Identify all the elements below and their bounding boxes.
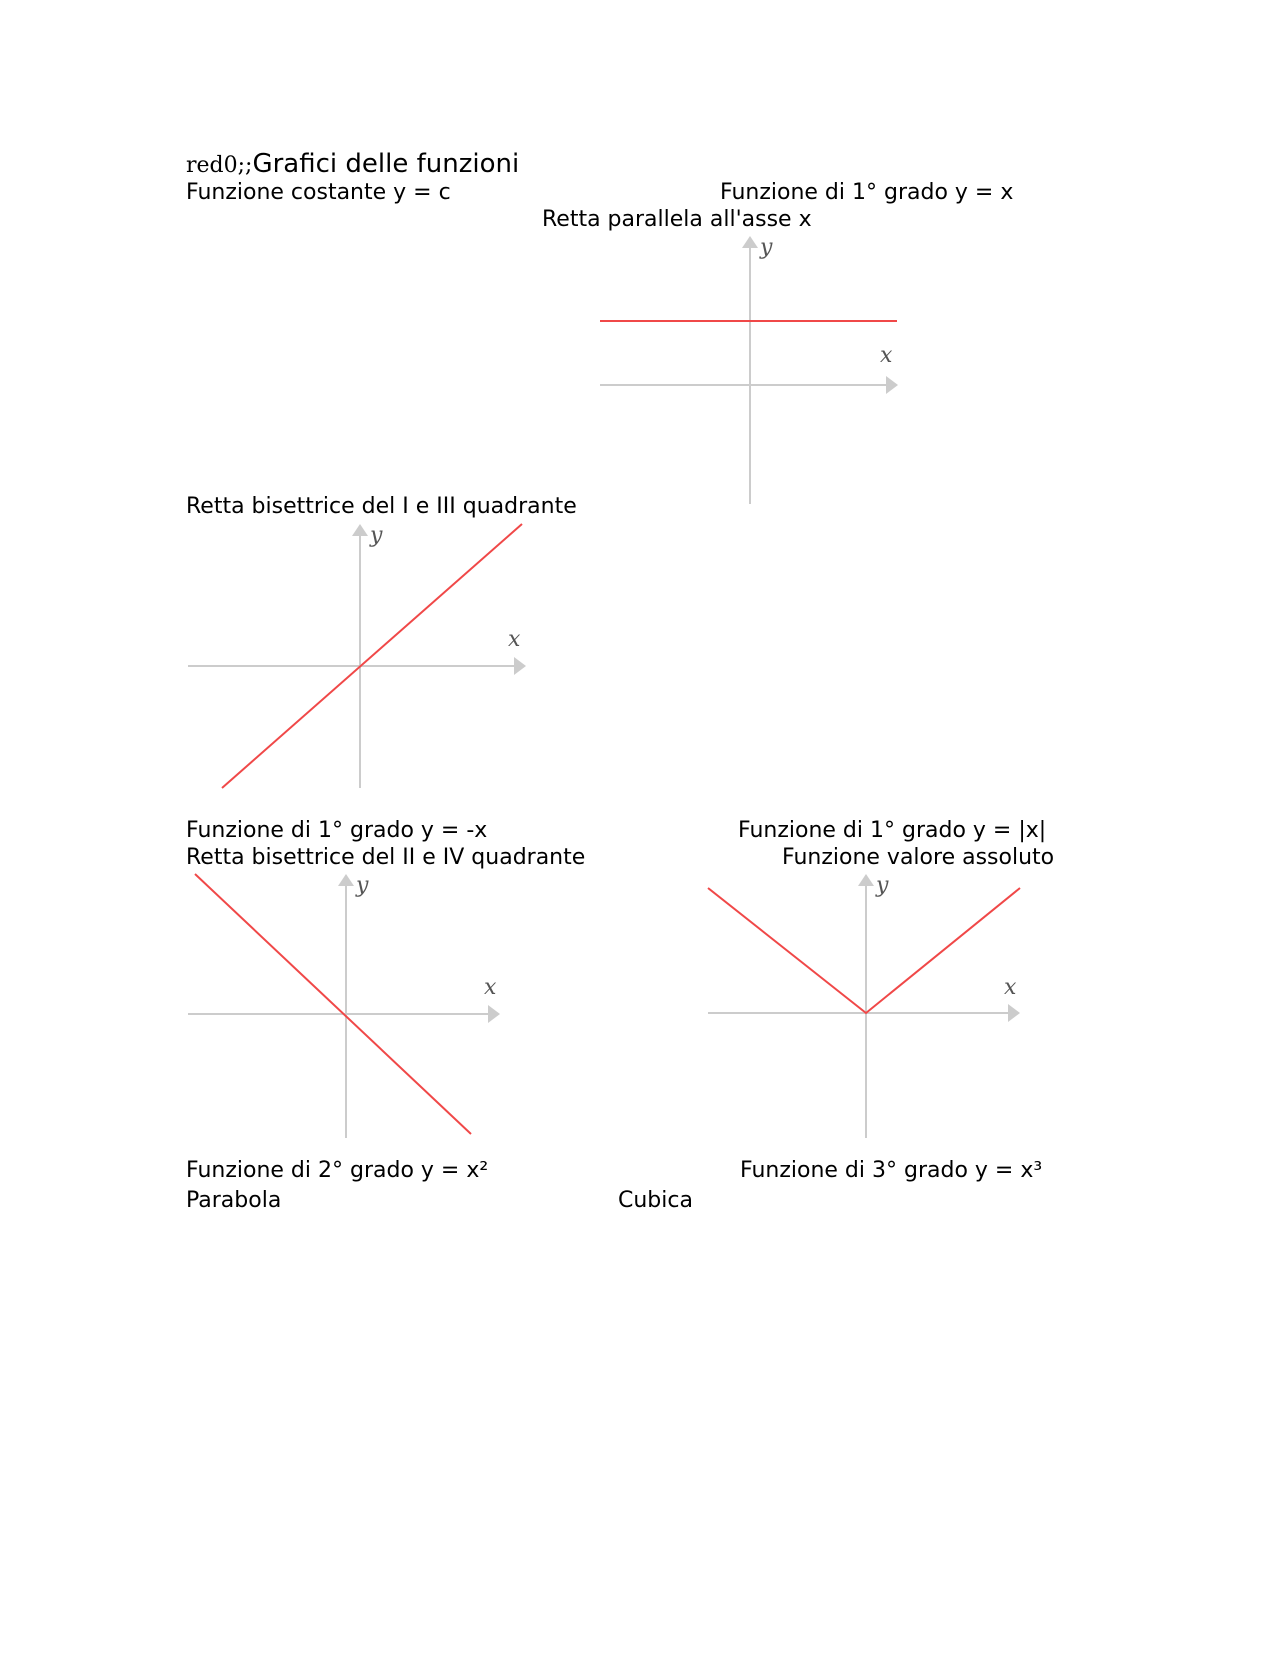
y-axis-arrow: [858, 874, 874, 886]
heading-first-degree-neg-x: Funzione di 1° grado y = -x: [186, 818, 488, 843]
identity-line: [222, 524, 522, 788]
x-axis-label: x: [880, 343, 893, 368]
y-axis-label: y: [876, 873, 889, 898]
subheading-third-degree: Cubica: [618, 1188, 693, 1213]
subheading-constant: Retta parallela all'asse x: [542, 207, 812, 232]
subheading-abs-x: Funzione valore assoluto: [782, 845, 1055, 870]
subheading-first-degree-neg-x: Retta bisettrice del II e IV quadrante: [186, 845, 586, 870]
page-title: [186, 148, 519, 182]
x-axis-label: x: [1004, 975, 1017, 1000]
heading-second-degree: Funzione di 2° grado y = x²: [186, 1158, 489, 1183]
title-prefix: red0;;: [186, 153, 253, 178]
heading-third-degree: Funzione di 3° grado y = x³: [740, 1158, 1043, 1183]
graph-negative-identity: [188, 870, 508, 1142]
x-axis-arrow: [488, 1005, 500, 1023]
y-axis-label: y: [370, 523, 383, 548]
heading-first-degree-x: Funzione di 1° grado y = x: [720, 180, 1014, 205]
y-axis-label: y: [760, 235, 773, 260]
graph-constant: [600, 232, 900, 512]
heading-constant: Funzione costante y = c: [186, 180, 451, 205]
graph-identity: [188, 520, 528, 792]
x-axis-label: x: [508, 627, 521, 652]
x-axis-label: x: [484, 975, 497, 1000]
absolute-value-line: [708, 888, 1020, 1013]
heading-abs-x: Funzione di 1° grado y = |x|: [738, 818, 1047, 843]
graph-absolute-value: [708, 870, 1028, 1142]
y-axis-arrow: [352, 524, 368, 536]
title-text: Grafici delle funzioni: [252, 149, 520, 179]
x-axis-arrow: [1008, 1004, 1020, 1022]
x-axis-arrow: [514, 657, 526, 675]
negative-identity-line: [195, 874, 471, 1134]
x-axis-arrow: [886, 376, 898, 394]
y-axis-arrow: [742, 236, 758, 248]
y-axis-arrow: [338, 874, 354, 886]
subheading-second-degree: Parabola: [186, 1188, 282, 1213]
subheading-first-degree-x: Retta bisettrice del I e III quadrante: [186, 494, 577, 519]
y-axis-label: y: [356, 873, 369, 898]
